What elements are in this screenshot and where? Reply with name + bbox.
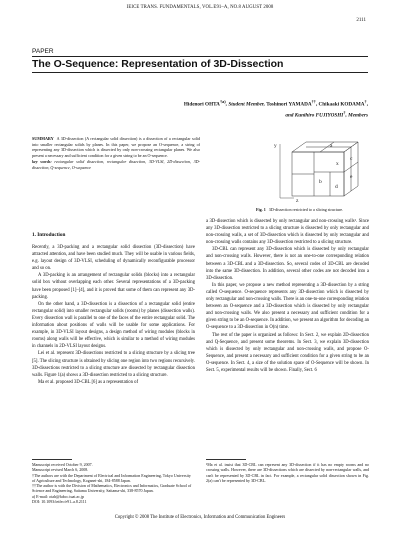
footnote-rule	[206, 459, 246, 460]
member-grade: , Student Member,	[225, 101, 267, 108]
paragraph: Ma et al. proposed 3D-CBL [6] as a representation of	[38, 379, 139, 385]
author-name: Kunihiro FUJIYOSHI	[294, 112, 344, 119]
title-rule-top	[32, 56, 368, 57]
author-list	[118, 98, 368, 119]
room-label-b: b	[319, 179, 322, 185]
paragraph: Recently, a 3D-packing and a rectangular solid dissection (3D-dissection) have attracted attention, and have been studied much. They will be usable in various fields, e.g. layout design of 3D-VLSI, scheduling of dynamically reconfigurable processor and so on.	[32, 245, 195, 272]
footnote: Manuscript received October 9, 2007.	[32, 462, 93, 467]
keywords-label: key words:	[32, 159, 52, 165]
affiliation-mark: †	[343, 109, 346, 115]
room-label-a: a	[330, 143, 333, 149]
paragraph: In this paper, we propose a new method representing a 3D-dissection by a string called O-sequence. O-sequence represents any 3D-dissection which is dissected by only rectangular and non-crossing walls. There is an one-to-one corresponding relation between an O-sequence and a 3D-dissection which is dissected by only rectangular and non-crossing walls. We also present a necessary and sufficient condition for a given string to be an O-sequence. In addition, we present an algorithm for decoding an O-sequence to a 3D-dissection in O(n) time.	[206, 282, 370, 331]
room-label-e: e	[350, 174, 353, 180]
summary-text: A 3D-dissection (A rectangular solid dissection) is a dissection of a rectangular solid into smaller rectangular solids by planes. In this paper, we propose an O-sequence, a string of representing any 3D-dissection which is dissected by only non-crossing rectangular planes. We also present a necessary and sufficient condition for a given string to be an O-sequence.	[32, 136, 200, 158]
copyright-line: Copyright © 2008 The Institute of Electronics, Information and Communication Engineers	[114, 515, 286, 520]
affiliation-mark: †a)	[219, 99, 226, 104]
footnote: †The authors are with the Department of Electrical and Information Engineering, Tokyo University of Agriculture and Technology, Koganei-shi, 184-8588 Japan.	[32, 472, 191, 483]
affiliation-mark: †	[364, 99, 367, 104]
footnote: Manuscript revised March 6, 2008.	[32, 467, 89, 473]
separator: ,	[366, 101, 368, 108]
member-grade: , Members	[345, 112, 368, 119]
summary-label: SUMMARY	[32, 136, 54, 141]
paragraph: a 3D-dissection which is dissected by only rectangular and non-crossing walls¹. Since any 3D-dissection restricted to a slicing structure is dissected by only rectangular and non-crossing walls, a set of 3D-dissection which is dissected by only rectangular and non-crossing walls contains any 3D-dissection restricted to a slicing structure.	[206, 219, 369, 246]
paper-title: The O-Sequence: Representation of 3D-Dissection	[32, 58, 284, 70]
section-heading: 1. Introduction	[32, 232, 66, 238]
figure-caption-label: Fig. 1	[256, 207, 266, 212]
title-rule-bottom	[32, 72, 368, 73]
separator: ,	[315, 101, 319, 108]
keywords-text: rectangular solid dissection, rectangular dissection, 3D-VLSI, 2D-dissection, 3D-dissection, Q-sequence, O-sequence	[32, 159, 200, 170]
author-name: Hidenori OHTA	[183, 101, 220, 108]
figure-caption-text: 3D-dissection restricted to a slicing structure.	[268, 207, 344, 212]
room-label-d: d	[335, 184, 338, 190]
footnote-email: a) E-mail: otah@fabcc.tuat.ac.jp	[32, 493, 84, 499]
paragraph: A 3D-packing is an arrangement of rectangular solids (blocks) into a rectangular solid box without overlapping each other. Several representations of a 3D-packing have been proposed [1]–[4], and it is proved that some of them can represent any 3D-packing.	[32, 273, 195, 300]
figure-caption	[256, 207, 343, 212]
author-name: Toshinori YAMADA	[266, 101, 312, 108]
left-column-body	[32, 244, 195, 386]
axis-label-z: z	[296, 198, 299, 204]
paragraph: 3D-CBL can represent any 3D-dissection which is dissected by only rectangular and non-crossing walls. However, there is not an one-to-one corresponding relation between a 3D-CBL and a 3D-dissection. So, several codes of 3D-CBL are decoded into the same 3D-dissection. In addition, several other codes are not decoded into a 3D-dissection.	[206, 247, 369, 281]
paragraph: The rest of the paper is organized as follows: In Sect. 2, we explain 2D-dissection and Q-Sequence, and present some theorems. In Sect. 3, we explain 3D-dissection which is dissected by only rectangular and non-crossing walls, and propose O-Sequence, and present a necessary and sufficient condition for a given string to be an O-sequence. In Sect. 4, a size of the solution space of O-Sequence will be shown. In Sect. 5, experimental results will be shown. Finally, Sect. 6	[206, 332, 369, 373]
paper-type-label: PAPER	[32, 48, 54, 55]
footnotes-left	[32, 462, 195, 504]
keywords	[32, 159, 200, 170]
figure-3d-dissection	[258, 138, 362, 204]
axis-label-x: x	[336, 161, 339, 167]
affiliation-mark: ††	[311, 99, 316, 104]
footnote-rule	[32, 459, 72, 460]
footnote-doi: DOI: 10.1093/ietfec/e91–a.8.2111	[32, 499, 87, 505]
author-conjunction: and	[285, 112, 295, 119]
room-label-c: c	[350, 156, 353, 162]
author-name: Chikaaki KODAMA	[318, 101, 365, 108]
abstract	[32, 136, 200, 171]
axis-label-y: y	[274, 143, 277, 149]
footnote: ††The author is with the Division of Mathematics, Electronics and Informatics, Graduate School of Science and Engineering, Saitama University, Saitama-shi, 338-8570 Japan.	[32, 483, 192, 494]
paragraph: On the other hand, a 3D-dissection is a dissection of a rectangular solid (entire rectangular solid) into smaller rectangular solids (rooms) by planes (dissection walls). Every dissection wall is parallel to one of the faces of the entire rectangular solid. The information about positions of walls will be usable for some applications. For example, in 3D-VLSI layout designs, a design method of wiring modules (blocks in rooms) along walls will be effective, which is similar to a method of wiring modules in channels in 2D-VLSI layout designs.	[32, 301, 195, 350]
right-column-body	[206, 218, 369, 374]
page-number: 2111	[356, 18, 366, 23]
footnote-right: ¹Ma et al. insist that 3D-CBL can represent any 3D-dissection if it has no empty rooms and no crossing walls. However, there are 3D-dissections which are dissected by non-rectangular walls, and can't be represented by 3D-CBL in fact. For example, a rectangular solid dissection shown in Fig. 2(a) can't be represented by 3D-CBL.	[206, 462, 369, 483]
running-head: IEICE TRANS. FUNDAMENTALS, VOL.E91–A, NO.8 AUGUST 2008	[126, 5, 274, 10]
paragraph: Lei et al. represent 3D-dissections restricted to a slicing structure by a slicing tree [5]. The slicing structure is obtained by slicing one region into two regions recursively. 3D-dissections restricted to a slicing structure are dissected by rectangular dissection walls. Figure 1(a) shows a 3D-dissection restricted to a slicing structure.	[32, 351, 195, 378]
